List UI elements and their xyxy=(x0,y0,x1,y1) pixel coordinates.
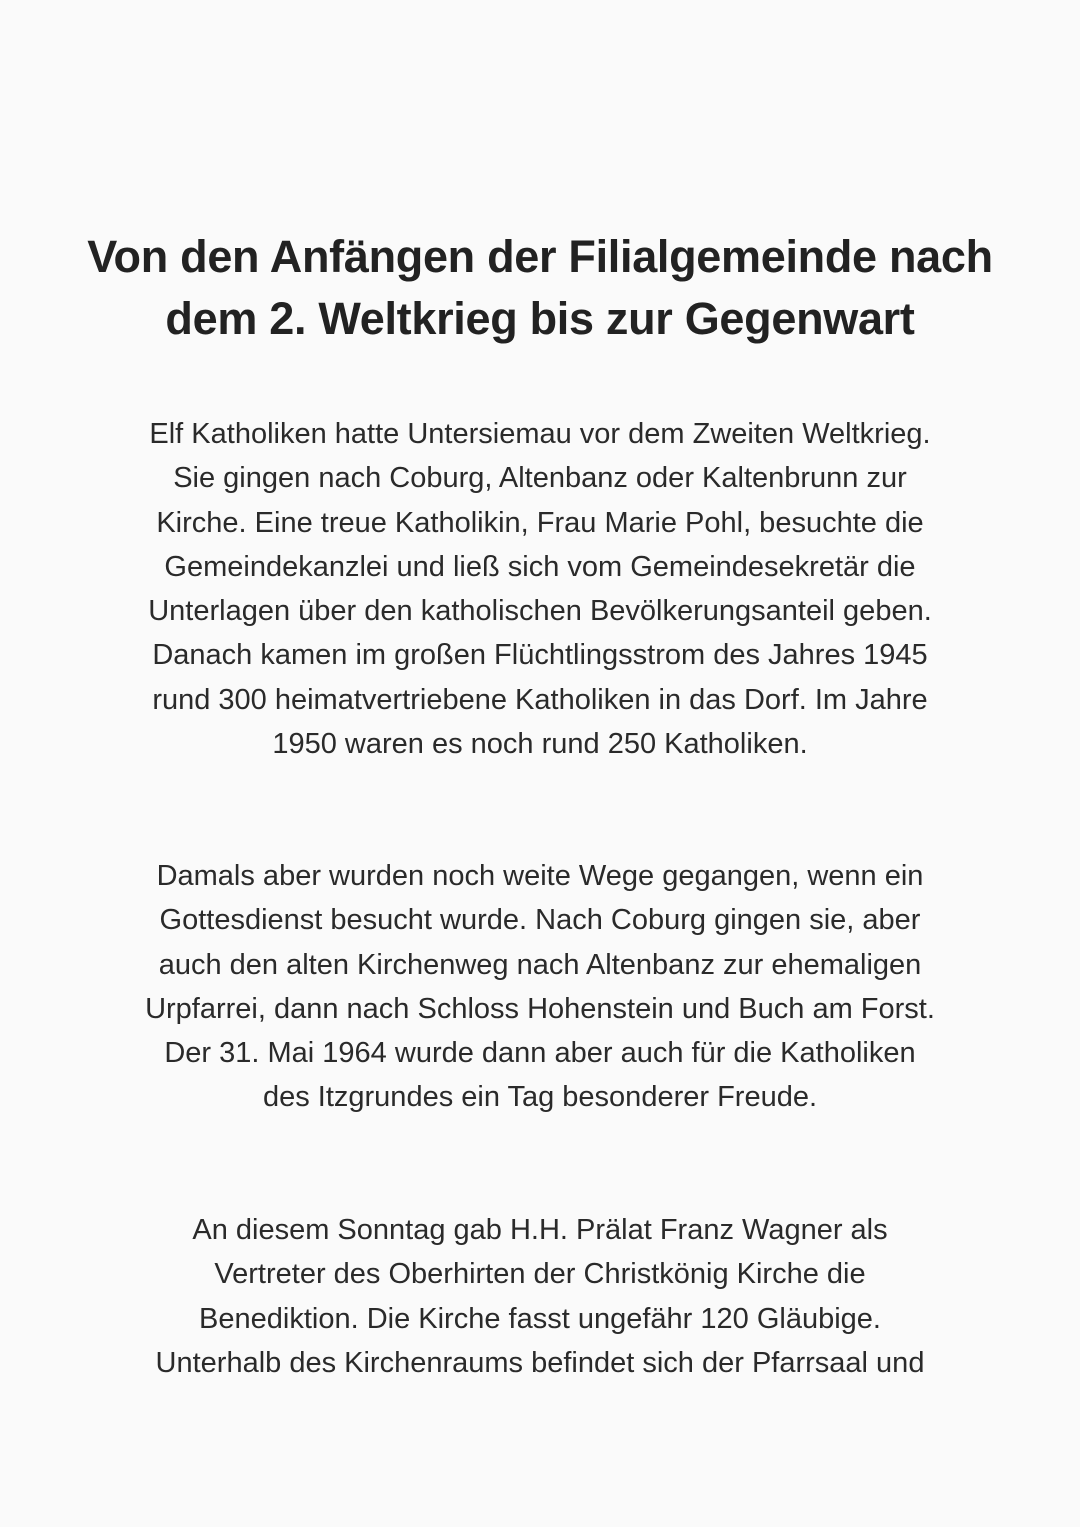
text-line: Danach kamen im großen Flüchtlingsstrom des Jahres 1945 xyxy=(152,639,928,672)
text-line: Benediktion. Die Kirche fasst ungefähr 120 Gläubige. xyxy=(199,1302,881,1335)
text-line: auch den alten Kirchenweg nach Altenbanz zur ehemaligen xyxy=(158,948,922,981)
title-line: dem 2. Weltkrieg bis zur Gegenwart xyxy=(165,293,915,344)
text-line: des Itzgrundes ein Tag besonderer Freude. xyxy=(262,1081,818,1114)
paragraph-3 xyxy=(80,1208,1000,1385)
text-line: Sie gingen nach Coburg, Altenbanz oder Kaltenbrunn zur xyxy=(173,462,907,495)
text-line: An diesem Sonntag gab H.H. Prälat Franz Wagner als xyxy=(192,1214,888,1246)
text-line: 1950 waren es noch rund 250 Katholiken. xyxy=(272,728,808,761)
text-line: Unterhalb des Kirchenraums befindet sich der Pfarrsaal und xyxy=(155,1346,925,1379)
text-line: Damals aber wurden noch weite Wege gegangen, wenn ein xyxy=(156,860,924,892)
text-line: rund 300 heimatvertriebene Katholiken in das Dorf. Im Jahre xyxy=(152,683,928,716)
text-line: Urpfarrei, dann nach Schloss Hohenstein und Buch am Forst. xyxy=(145,992,935,1025)
text-line: Unterlagen über den katholischen Bevölkerungsanteil geben. xyxy=(148,595,932,628)
article-title xyxy=(60,226,1020,350)
text-line: Kirche. Eine treue Katholikin, Frau Marie Pohl, besuchte die xyxy=(156,506,924,539)
paragraph-1 xyxy=(80,412,1000,766)
text-line: Der 31. Mai 1964 wurde dann aber auch für die Katholiken xyxy=(164,1037,916,1070)
paragraph-2 xyxy=(80,854,1000,1120)
text-line: Gottesdienst besucht wurde. Nach Coburg gingen sie, aber xyxy=(159,904,921,937)
title-line: Von den Anfängen der Filialgemeinde nach xyxy=(87,231,993,282)
text-line: Gemeindekanzlei und ließ sich vom Gemeindesekretär die xyxy=(164,550,916,583)
text-line: Elf Katholiken hatte Untersiemau vor dem Zweiten Weltkrieg. xyxy=(149,418,931,450)
text-line: Vertreter des Oberhirten der Christkönig Kirche die xyxy=(214,1258,866,1291)
